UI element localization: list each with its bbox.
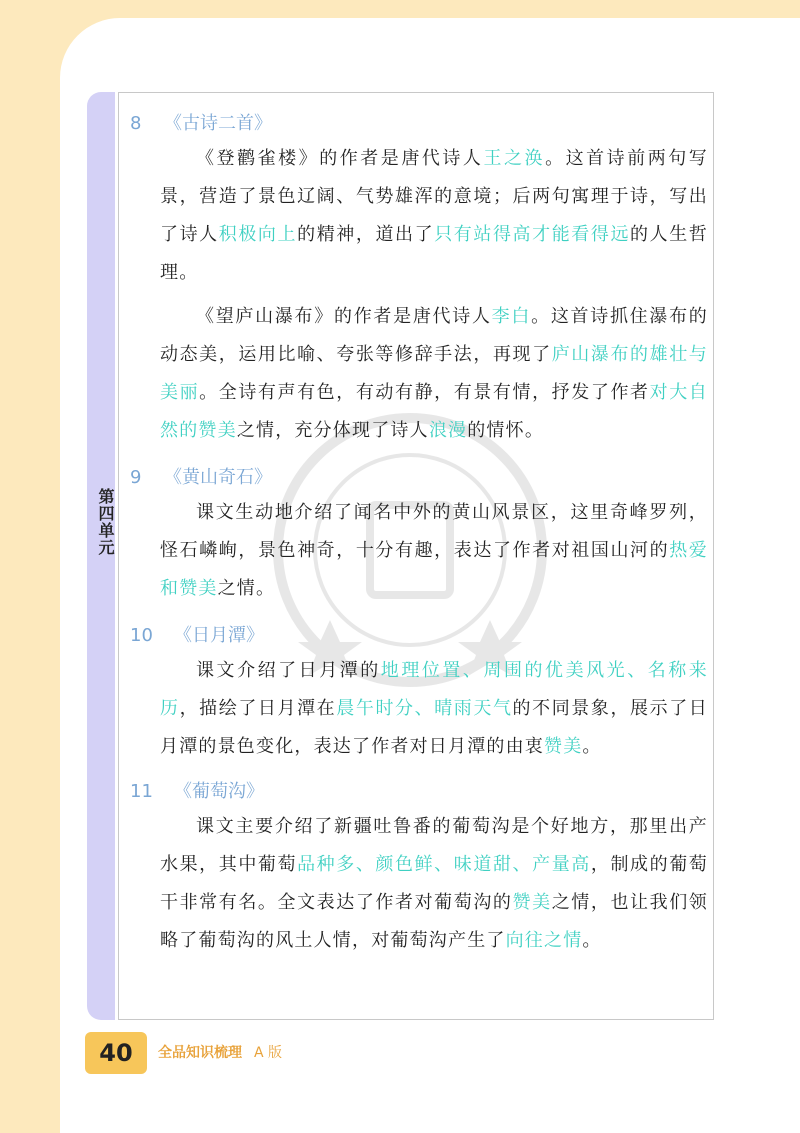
highlighted-answer: 赞美 bbox=[512, 892, 552, 913]
paragraph-text: 课文生动地介绍了闻名中外的黄山风景区，这里奇峰罗列，怪石嶙峋，景色神奇，十分有趣，表达了作者对祖国山河的 bbox=[160, 502, 708, 561]
paragraph bbox=[130, 652, 708, 766]
section-number: 10 bbox=[130, 625, 153, 646]
paragraph-text: 课文主要介绍了新疆吐鲁番的葡萄沟是个好地方，那里出产水果，其中葡萄 bbox=[160, 816, 708, 875]
highlighted-answer: 积极向上 bbox=[218, 224, 298, 245]
book-title-text: 全品知识梳理 bbox=[158, 1045, 242, 1061]
paragraph-text: 。这首诗抓住瀑布的动态美，运用比喻、夸张等修辞手法，再现了 bbox=[160, 306, 708, 365]
highlighted-answer: 地理位置、周围的优美风光、名称来历 bbox=[160, 660, 708, 719]
paragraph-text: 之情。 bbox=[217, 578, 276, 599]
paragraph-text: ，制成的葡萄干非常有名。全文表达了作者对葡萄沟的 bbox=[160, 854, 708, 913]
section-number: 8 bbox=[130, 113, 142, 134]
highlighted-answer: 王之涣 bbox=[483, 148, 546, 169]
unit-label: 第四单元 bbox=[96, 488, 115, 556]
section-title: 《黄山奇石》 bbox=[164, 467, 272, 488]
paragraph bbox=[130, 808, 708, 960]
paragraph-text: 。 bbox=[582, 736, 602, 757]
paragraph-text: 之情，也让我们领略了葡萄沟的风土人情，对葡萄沟产生了 bbox=[160, 892, 708, 951]
section-heading bbox=[130, 776, 710, 808]
section-heading bbox=[130, 620, 710, 652]
section-heading bbox=[130, 462, 710, 494]
unit-side-tab bbox=[87, 92, 115, 1020]
section-9 bbox=[130, 462, 710, 608]
highlighted-answer: 浪漫 bbox=[428, 420, 468, 441]
section-title: 《葡萄沟》 bbox=[174, 781, 264, 802]
section-number: 11 bbox=[130, 781, 153, 802]
paragraph bbox=[130, 298, 708, 450]
section-number: 9 bbox=[130, 467, 142, 488]
section-11 bbox=[130, 776, 710, 960]
section-heading bbox=[130, 108, 710, 140]
paragraph-text: 的不同景象，展示了日月潭的景色变化，表达了作者对日月潭的由衷 bbox=[160, 698, 709, 757]
highlighted-answer: 晨午时分、晴雨天气 bbox=[336, 698, 513, 719]
highlighted-answer: 热爱和赞美 bbox=[160, 540, 708, 599]
highlighted-answer: 品种多、颜色鲜、味道甜、产量高 bbox=[297, 854, 591, 875]
paragraph-text: ，描绘了日月潭在 bbox=[179, 698, 337, 719]
page-number: 40 bbox=[99, 1039, 133, 1067]
paragraph-text: 的人生哲理。 bbox=[160, 224, 708, 283]
paragraph-text: 《望庐山瀑布》的作者是唐代诗人 bbox=[196, 306, 492, 327]
highlighted-answer: 李白 bbox=[491, 306, 532, 327]
paragraph-text: 之情，充分体现了诗人 bbox=[236, 420, 429, 441]
paragraph-text: 课文介绍了日月潭的 bbox=[196, 660, 381, 681]
section-title: 《日月潭》 bbox=[174, 625, 264, 646]
paragraph-text: 。 bbox=[582, 930, 602, 951]
book-edition: A 版 bbox=[254, 1045, 283, 1061]
highlighted-answer: 向往之情 bbox=[505, 930, 583, 951]
highlighted-answer: 赞美 bbox=[544, 736, 583, 757]
highlighted-answer: 只有站得高才能看得远 bbox=[434, 224, 631, 245]
paragraph bbox=[130, 494, 708, 608]
highlighted-answer: 庐山瀑布的雄壮与美丽 bbox=[160, 344, 708, 403]
paragraph-text: 。全诗有声有色，有动有静，有景有情，抒发了作者 bbox=[199, 382, 650, 403]
section-title: 《古诗二首》 bbox=[164, 113, 272, 134]
highlighted-answer: 对大自然的赞美 bbox=[160, 382, 708, 441]
paragraph-text: 《登鹳雀楼》的作者是唐代诗人 bbox=[196, 148, 484, 169]
section-10 bbox=[130, 620, 710, 766]
paragraph-text: 。这首诗前两句写景，营造了景色辽阔、气势雄浑的意境；后两句寓理于诗，写出了诗人 bbox=[160, 148, 708, 245]
book-title bbox=[158, 1042, 282, 1062]
section-8 bbox=[130, 108, 710, 450]
paragraph-text: 的情怀。 bbox=[467, 420, 545, 441]
paragraph bbox=[130, 140, 708, 292]
paragraph-text: 的精神，道出了 bbox=[297, 224, 435, 245]
